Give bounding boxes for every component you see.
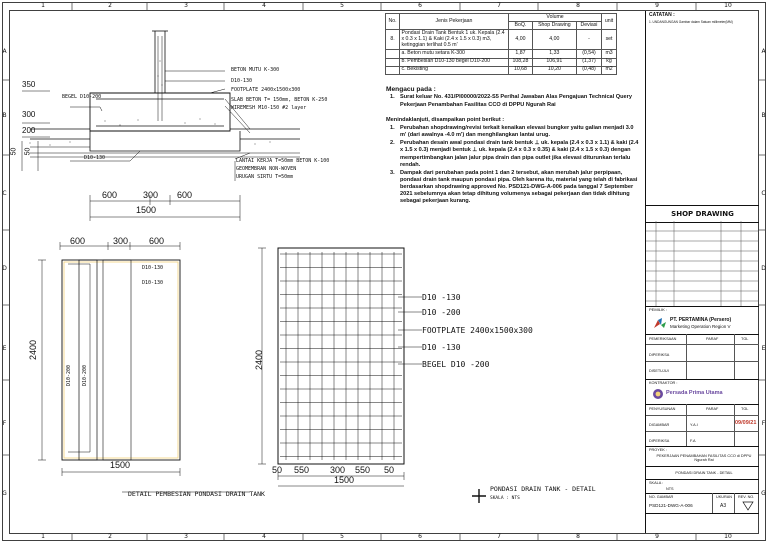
title-penyusunan: PENYUSUNAN [649, 407, 676, 411]
col-header-shop: Shop Drawing [532, 22, 576, 30]
plan-dim-300: 300 [113, 236, 129, 246]
contractor-logo-icon [652, 388, 664, 400]
title-ukuran-val: A3 [720, 503, 727, 509]
plan-dim-1500: 1500 [110, 460, 131, 470]
rebar-label-4: D10 -130 [422, 343, 461, 352]
table-row [386, 66, 617, 74]
notes-item-text: Dampak dari perubahan pada point 1 dan 2 tersebut, akan merubah jalur perpipaan, pondasi drain tank maupun pondasi pipa. Oleh karena itu, material yang telah di fabrikasi berdasarkan shopdrawing approved No. PSD121-DWG-A-006 pada tanggal 7 September 2021 sebelumnya akan tetap dihitung volumenya sebagai pekerjaan dan tidak dihitung sebagai pekerjaan kurang. [400, 169, 638, 205]
cell-boq: 4,00 [509, 30, 533, 50]
rebar-dim-550b: 550 [355, 465, 371, 475]
label-slab: SLAB BETON T= 150mm, BETON K-250 [231, 97, 328, 103]
title-ukuran: UKURAN [716, 495, 733, 499]
grid-row-label: A [761, 48, 766, 55]
list-item: 1. Perubahan shopdrawing/revisi terkait kenaikan elevasi bungker yaitu galian menjadi 3.0 m' (dari awalnya -4.0 m') dan menghilangkan lantai urug. [390, 125, 640, 139]
grid-row-label: G [761, 490, 766, 497]
cell-dev: (0,48) [576, 66, 601, 74]
grid-row-label: F [761, 420, 766, 427]
grid-row-label: C [761, 190, 766, 197]
rebar-dim-550a: 550 [294, 465, 310, 475]
title-block [645, 11, 759, 533]
cell-job: Pondasi Drain Tank Bentuk 1 uk. Kepala (2.4 x 0.3 x 1.1) & Kaki (2.4 x 1.5 x 0.3) m3, ketinggian terlihat 0.5 m' [400, 30, 509, 50]
rebar-label-5: BEGEL D10 -200 [422, 360, 490, 369]
rebar-dim-50b: 50 [384, 465, 395, 475]
title-catatan-text: 1. UNDANGUNGAN Gambar dalam Satuan millimeter(MM) [649, 20, 733, 24]
title-diperiksa-2: DIPERIKSA [649, 439, 670, 443]
grid-row-label: B [761, 112, 766, 119]
title-no-gambar-val: PSD121-DWG-A-006 [649, 503, 693, 508]
label-wiremesh: WIREMESH M10-150 #2 layer [231, 105, 307, 111]
grid-row-label: E [2, 345, 7, 352]
cell-job: b. Pembesian D10-130 begel D10-200 [400, 58, 509, 66]
grid-col-label: 8 [576, 2, 580, 9]
volume-table [385, 13, 617, 75]
label-urugan: URUGAN SIRTU T=50mm [236, 174, 294, 180]
title-no-gambar: NO. GAMBAR [649, 495, 674, 499]
rebar-dim-1500: 1500 [334, 475, 355, 485]
grid-row-label: D [2, 265, 7, 272]
title-paraf-2: PARAF [706, 407, 719, 411]
cell-boq: 1,87 [509, 50, 533, 58]
label-beton: BETON MUTU K-300 [231, 67, 280, 73]
cell-dev: (1,37) [576, 58, 601, 66]
title-skala-val: NTS [666, 487, 674, 491]
table-row [386, 30, 617, 50]
revision-grid [646, 221, 759, 306]
title-company: PT. PERTAMINA (Persero) [670, 317, 732, 323]
title-proyek-name: PEKERJAAN PENAMBAHAN FASILITAS CCO di DPPU Ngurah Rai [656, 454, 752, 463]
dim-50a: 50 [10, 147, 18, 156]
cell-no: 8. [386, 30, 400, 50]
label-footplate: FOOTPLATE 2400x1500x300 [231, 87, 301, 93]
title-drawing-type: SHOP DRAWING [646, 205, 759, 223]
grid-col-label: 6 [418, 2, 422, 9]
plan-label-d10-130-2: D10-130 [142, 280, 164, 286]
label-d10-130: D10-130 [231, 78, 253, 84]
grid-col-label: 2 [108, 2, 112, 9]
section-mark-icon [470, 486, 488, 506]
title-proyek: PROYEK : [649, 448, 667, 452]
cell-no [386, 50, 400, 58]
title-digambar-paraf: Y.A.I [690, 423, 698, 427]
grid-row-label: E [761, 345, 766, 352]
notes-ref-item: 1. Surat keluar No. 431/PI00000/2022-S5 Perihal Jawaban Alas Pengajuan Technical Query Pekerjaan Penambahan Fasilitas CCO di DPPU Ngurah Rai [390, 94, 640, 108]
title-date: 09/09/21 [735, 420, 757, 426]
cell-no [386, 58, 400, 66]
title-kontraktor-name: Persada Prima Utama [666, 390, 723, 396]
list-item: 2. Perubahan desain awal pondasi drain tank bentuk ⊥ uk. kepala (2.4 x 0.3 x 1.1) & kaki (2.4 x 1.5 x 0.3) menjadi bentuk ⊥ uk. kepala (2.4 x 0.3 x 0.35) & kaki (2.4 x 1.5 x 0.3) dengan mempertimbangkan jalan jalur pipa drain dan pipa outlet jika elevasi diturunkan terlalu rendah. [390, 140, 639, 168]
label-geomembran: GEOMEMBRAN NON-WOVEN [236, 166, 297, 172]
title-tgl-2: TGL [741, 407, 749, 411]
pertamina-logo-icon [652, 316, 668, 330]
cell-dev: - [576, 30, 601, 50]
grid-col-label: 3 [184, 533, 188, 540]
label-d10-130-lower: D10-130 [84, 155, 106, 161]
grid-col-label: 1 [41, 2, 45, 9]
grid-col-label: 8 [576, 533, 580, 540]
rebar-label-2: D10 -200 [422, 308, 461, 317]
dim-50b: 50 [24, 147, 32, 156]
col-header-dev: Deviasi [576, 22, 601, 30]
list-item: 3. Dampak dari perubahan pada point 1 dan 2 tersebut, akan merubah jalur perpipaan, pondasi drain tank maupun pondasi pipa. Oleh karena itu, material yang telah di fabrikasi berdasarkan shopdrawing approved No. PSD121-DWG-A-006 pada tanggal 7 September 2021 sebelumnya akan tetap dihitung volumenya sebagai pekerjaan dan tidak dihitung sebagai pekerjaan kurang. [390, 170, 640, 206]
rebar-label-1: D10 -130 [422, 293, 461, 302]
grid-row-label: B [2, 112, 7, 119]
title-tgl: TGL [741, 337, 749, 341]
grid-col-label: 1 [41, 533, 45, 540]
dim-600a: 600 [102, 190, 118, 200]
cell-boq: 10,68 [509, 66, 533, 74]
dim-300: 300 [22, 110, 36, 119]
title-company-sub: Marketing Operation Region V [670, 324, 731, 329]
grid-row-label: F [2, 420, 7, 427]
cell-shop: 1,33 [532, 50, 576, 58]
label-lantai: LANTAI KERJA T=50mm BETON K-100 [236, 158, 330, 164]
notes-panel [386, 86, 640, 206]
grid-row-label: G [2, 490, 7, 497]
grid-col-label: 10 [724, 533, 732, 540]
plan-dim-600a: 600 [70, 236, 86, 246]
title-kontraktor: KONTRAKTOR : [649, 381, 678, 385]
rebar-label-3: FOOTPLATE 2400x1500x300 [422, 326, 533, 335]
grid-col-label: 7 [497, 2, 501, 9]
cell-dev: (0,54) [576, 50, 601, 58]
grid-col-label: 5 [340, 533, 344, 540]
grid-col-label: 6 [418, 533, 422, 540]
cell-shop: 10,20 [532, 66, 576, 74]
grid-col-label: 4 [262, 2, 266, 9]
notes-item-text: Perubahan shopdrawing/revisi terkait kenaikan elevasi bungker yaitu galian menjadi 3.0 m' (dari awalnya -4.0 m') dan menghilangkan lantai urug. [400, 124, 634, 139]
dim-600b: 600 [177, 190, 193, 200]
rebar-leaders [398, 290, 424, 370]
plan-dim-2400: 2400 [28, 339, 38, 360]
grid-col-label: 3 [184, 2, 188, 9]
notes-ref-text: Surat keluar No. 431/PI00000/2022-S5 Perihal Jawaban Alas Pengajuan Technical Query Pekerjaan Penambahan Fasilitas CCO di DPPU Ngurah Rai [400, 94, 632, 108]
grid-row-label: C [2, 190, 7, 197]
cell-unit: kg [602, 58, 617, 66]
dim-300w: 300 [143, 190, 159, 200]
cell-unit: m3 [602, 50, 617, 58]
title-diperiksa-paraf: F.A [690, 439, 696, 443]
label-begel: BEGEL D10-200 [62, 94, 102, 100]
revision-triangle-icon [742, 501, 754, 511]
title-digambar: DIGAMBAR [649, 423, 670, 427]
title-pemeriksa: PEMERIKSAAN [649, 337, 677, 341]
cell-no [386, 66, 400, 74]
table-row [386, 58, 617, 66]
col-header-unit: unit [602, 14, 617, 30]
grid-col-label: 9 [655, 533, 659, 540]
grid-col-label: 9 [655, 2, 659, 9]
rebar-title: PONDASI DRAIN TANK - DETAIL [490, 485, 596, 493]
notes-ref-title: Mengacu pada : [386, 86, 436, 93]
plan-dim-600b: 600 [149, 236, 165, 246]
col-header-no: No. [386, 14, 400, 30]
rebar-dim-300: 300 [330, 465, 346, 475]
cell-shop: 106,91 [532, 58, 576, 66]
rebar-dim-2400: 2400 [254, 349, 264, 370]
title-rev: REV. NO. [738, 495, 755, 499]
section-drawing [10, 11, 380, 231]
plan-label-d10-200-1: D10-200 [66, 364, 72, 386]
title-diperiksa: DIPERIKSA [649, 353, 670, 357]
rebar-dim-50a: 50 [272, 465, 283, 475]
cell-shop: 4,00 [532, 30, 576, 50]
notes-item-text: Perubahan desain awal pondasi drain tank bentuk ⊥ uk. kepala (2.4 x 0.3 x 1.1) & kaki (2.4 x 1.5 x 0.3) menjadi bentuk ⊥ uk. kepala (2.4 x 0.3 x 0.35) & kaki (2.4 x 1.5 x 0.3) dengan mempertimbangkan jalan jalur pipa drain dan pipa outlet jika elevasi diturunkan terlalu rendah. [400, 140, 639, 168]
plan-title: DETAIL PEMBESIAN PONDASI DRAIN TANK [128, 490, 265, 498]
notes-intro: Menindaklanjuti, disampaikan point berikut : [386, 116, 505, 123]
grid-col-label: 10 [724, 2, 732, 9]
title-pemilik: PEMILIK : [649, 307, 668, 312]
grid-col-label: 5 [340, 2, 344, 9]
title-paraf: PARAF [706, 337, 719, 341]
grid-row-label: D [761, 265, 766, 272]
cell-unit: m2 [602, 66, 617, 74]
cell-unit: set [602, 30, 617, 50]
plan-label-d10-200-2: D10-200 [82, 364, 88, 386]
rebar-scale: SKALA : NTS [490, 496, 520, 501]
title-catatan: CATATAN : [649, 12, 675, 18]
table-row [386, 50, 617, 58]
grid-col-label: 2 [108, 533, 112, 540]
col-header-boq: BoQ. [509, 22, 533, 30]
title-judul: PONDASI DRAIN TANK - DETAIL [675, 471, 733, 475]
col-header-volume: Volume [509, 14, 602, 22]
col-header-job: Jenis Pekerjaan [400, 14, 509, 30]
plan-label-d10-130-1: D10-130 [142, 265, 164, 271]
grid-row-label: A [2, 48, 7, 55]
grid-col-label: 7 [497, 533, 501, 540]
title-skala: SKALA : [649, 481, 664, 485]
cell-job: c. Bekisting [400, 66, 509, 74]
dim-1500: 1500 [136, 205, 157, 215]
title-disetujui: DISETUJUI [649, 369, 669, 373]
dim-200: 200 [22, 126, 36, 135]
dim-350: 350 [22, 80, 36, 89]
grid-col-label: 4 [262, 533, 266, 540]
cell-boq: 108,28 [509, 58, 533, 66]
cell-job: a. Beton mutu setara K-300 [400, 50, 509, 58]
